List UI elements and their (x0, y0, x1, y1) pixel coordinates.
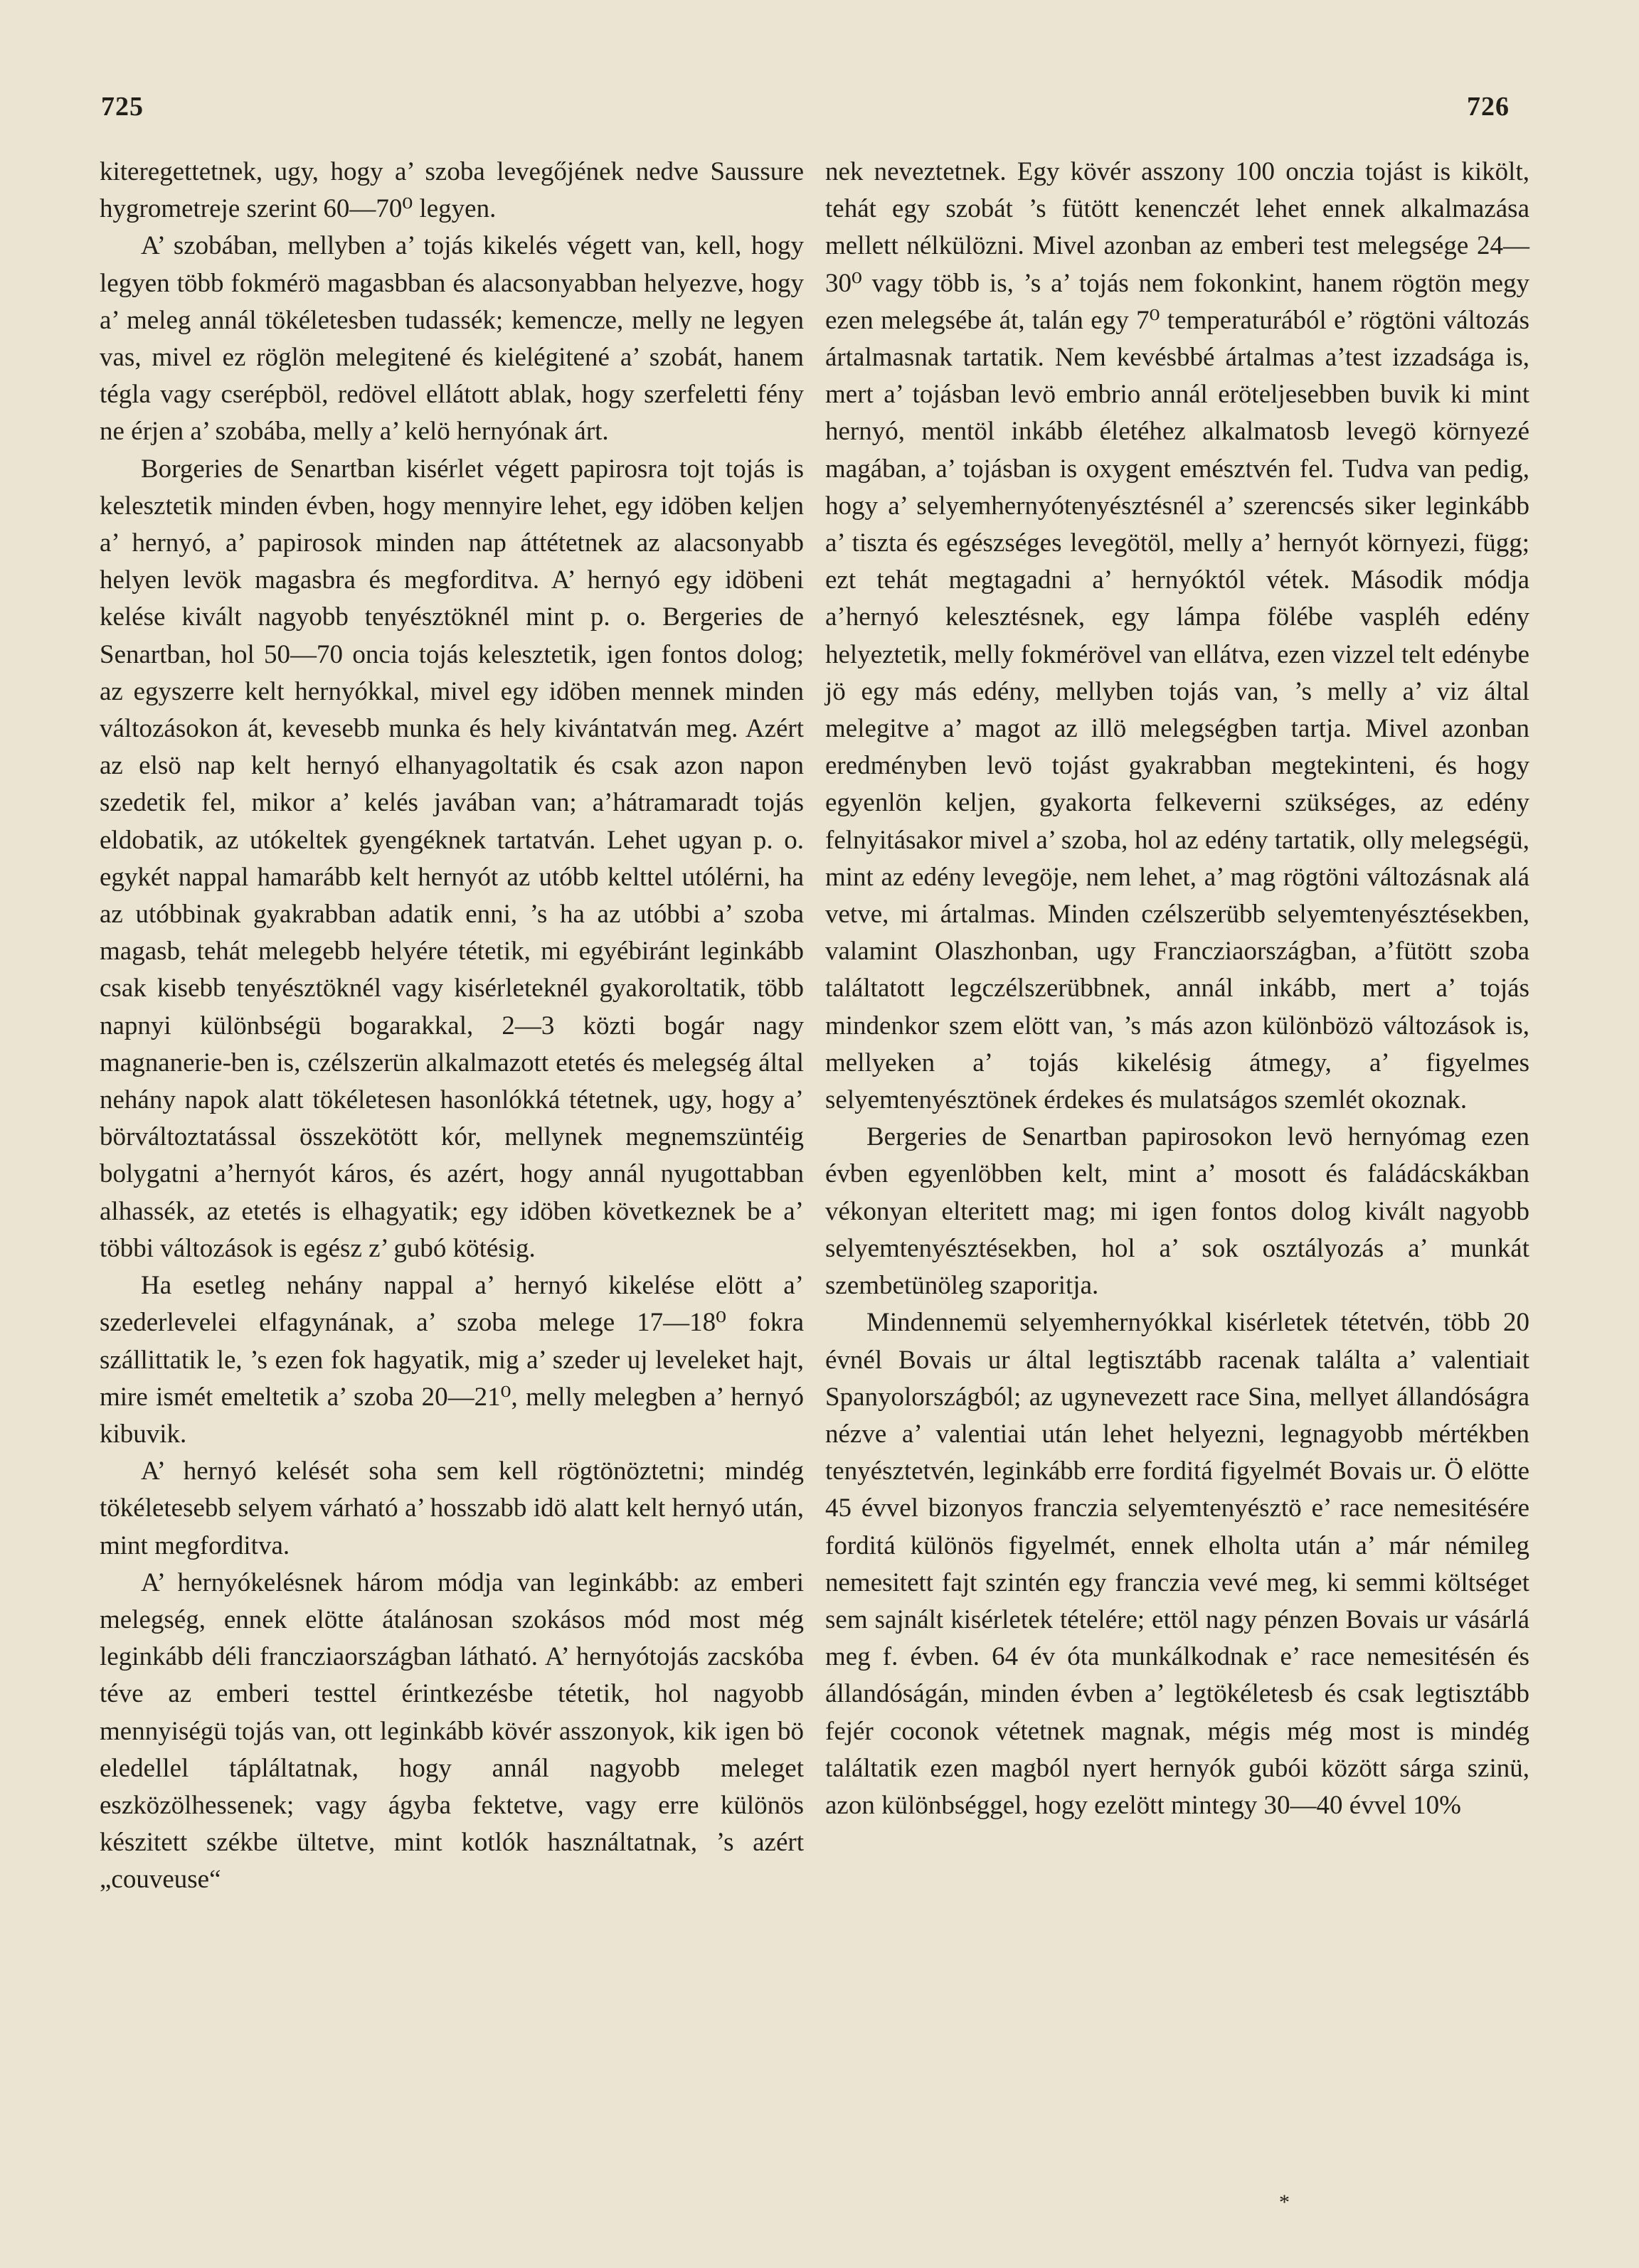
paragraph: A’ hernyókelésnek három módja van leginkább: az emberi melegség, ennek elötte átalánosan szokásos mód most még leginkább déli francziaországban látható. A’ hernyótojás zacskóba téve az emberi testtel érintkezésbe tétetik, hol nagyobb mennyiségü tojás van, ott leginkább kövér asszonyok, kik igen bö eledellel tápláltatnak, hogy annál nagyobb meleget eszközölhessenek; vagy ágyba fektetve, vagy erre különös készitett székbe ültetve, mint kotlók használtatnak, ’s azért „couveuse“ (100, 1567, 804, 1895)
paragraph: Ha esetleg nehány nappal a’ hernyó kikelése elött a’ szederlevelei elfagynának, a’ szoba melege 17—18⁰ fokra szállittatik le, ’s ezen fok hagyatik, mig a’ szeder uj leveleket hajt, mire ismét emeltetik a’ szoba 20—21⁰, melly melegben a’ hernyó kibuvik. (100, 1271, 804, 1449)
page-number-left: 725 (101, 92, 144, 122)
left-column (100, 154, 804, 1899)
paragraph: Bergeries de Senartban papirosokon levö hernyómag ezen évben egyenlöbben kelt, mint a’ mosott és faládácskákban vékonyan elteritett mag; mi igen fontos dolog kivált nagyobb selyemtenyésztésekben, hol a’ sok osztályozás a’ munkát szembetünöleg szaporitja. (825, 1122, 1529, 1301)
paragraph: A’ szobában, mellyben a’ tojás kikelés végett van, kell, hogy legyen több fokmérö magasbban és alacsonyabban helyezve, hogy a’ meleg annál tökéletesben tudassék; kemencze, melly ne legyen vas, mivel ez röglön melegitené és kielégitené a’ szobát, hanem tégla vagy cserépböl, redövel ellátott ablak, hogy szerfeletti fény ne érjen a’ szobába, melly a’ kelö hernyónak árt. (100, 231, 804, 447)
paragraph: A’ hernyó kelését soha sem kell rögtönöztetni; mindég tökéletesebb selyem várható a’ hosszabb idö alatt kelt hernyó után, mint megforditva. (100, 1457, 804, 1560)
paragraph: kiteregettetnek, ugy, hogy a’ szoba levegőjének nedve Saussure hygrometreje szerint 60—70⁰ legyen. (100, 157, 804, 224)
paragraph: nek neveztetnek. Egy kövér asszony 100 onczia tojást is kikölt, tehát egy szobát ’s fütött kenenczét lehet ennek alkalmazása mellett nélkülözni. Mivel azonban az emberi test melegsége 24—30⁰ vagy több is, ’s a’ tojás nem fokonkint, hanem rögtön megy ezen melegsébe át, talán egy 7⁰ temperaturából e’ rögtöni változás ártalmasnak tartatik. Nem kevésbbé ártalmas a’test izzadsága is, mert a’ tojásban levö embrio annál eröteljesebben buvik ki mint hernyó, mentöl inkább életéhez alkalmatosb levegö környezé magában, a’ tojásban is oxygent emésztvén fel. Tudva van pedig, hogy a’ selyemhernyótenyésztésnél a’ szerencsés siker leginkább a’ tiszta és egészséges levegötöl, melly a’ hernyót környezi, függ; ezt tehát megtagadni a’ hernyóktól vétek. Második módja a’hernyó kelesztésnek, egy lámpa fölébe vaspléh edény helyeztetik, melly fokmérövel van ellátva, ezen vizzel telt edénybe jö egy más edény, mellyben tojás van, ’s melly a’ viz által melegitve a’ magot az illö melegségben tartja. Mivel azonban eredményben levö tojást gyakrabban megtekinteni, és hogy egyenlön keljen, gyakorta felkeverni szükséges, az edény felnyitásakor mivel a’ szoba, hol az edény tartatik, olly melegségü, mint az edény levegöje, nem lehet, a’ mag rögtöni változásnak alá vetve, mi ártalmas. Minden czélszerübb selyemtenyésztésekben, valamint Olaszhonban, ugy Francziaországban, a’fütött szoba találtatott legczélszerübbnek, annál inkább, mert a’ tojás mindenkor szem elött van, ’s más azon különbözö változások is, mellyeken a’ tojás kikelésig átmegy, a’ figyelmes selyemtenyésztönek érdekes és mulatságos szemlét okoznak. (825, 157, 1529, 1115)
right-column (825, 154, 1529, 1824)
page-number-right: 726 (1467, 92, 1510, 122)
footer-asterisk: * (1279, 2190, 1290, 2214)
paragraph: Mindennemü selyemhernyókkal kisérletek tétetvén, több 20 évnél Bovais ur által legtisztább racenak találta a’ valentiait Spanyolországból; az ugynevezett race Sina, mellyet állandóságra nézve a’ valentiai után lehet helyezni, legnagyobb mértékben tenyésztetvén, leginkább erre forditá figyelmét Bovais ur. Ö elötte 45 évvel bizonyos franczia selyemtenyésztö e’ race nemesitésére forditá különös figyelmét, ennek elholta után a’ már némileg nemesitett fajt szintén egy franczia vevé meg, ki semmi költséget sem sajnált kisérletek tételére; ettöl nagy pénzen Bovais ur vásárlá meg f. évben. 64 év óta munkálkodnak e’ race nemesitésén és állandóságán, minden évben a’ legtökéletesb és csak legtisztább fejér coconok vétetnek magnak, mégis még most is mindég találtatik ezen magból nyert hernyók gubói között sárga szinü, azon különbséggel, hogy ezelött mintegy 30—40 évvel 10% (825, 1308, 1529, 1820)
paragraph: Borgeries de Senartban kisérlet végett papirosra tojt tojás is kelesztetik minden évben, hogy mennyire lehet, egy idöben keljen a’ hernyó, a’ papirosok minden nap áttétetnek az alacsonyabb helyen levök magasbra és megforditva. A’ hernyó egy idöbeni kelése kivált nagyobb tenyésztöknél mint p. o. Bergeries de Senartban, hol 50—70 oncia tojás kelesztetik, igen fontos dolog; az egyszerre kelt hernyókkal, mivel egy idöben mennek minden változásokon át, kevesebb munka és hely kivántatván meg. Azért az elsö nap kelt hernyó elhanyagoltatik és csak azon napon szedetik fel, mikor a’ kelés javában van; a’hátramaradt tojás eldobatik, az utókeltek gyengéknek tartatván. Lehet ugyan p. o. egykét nappal hamarább kelt hernyót az utóbb kelttel utólérni, ha az utóbbinak gyakrabban adatik enni, ’s ha az utóbbi a’ szoba magasb, tehát melegebb helyére tétetik, mi egyébiránt leginkább csak kisebb tenyésztöknél vagy kisérleteknél gyakoroltatik, több napnyi különbségü bogarakkal, 2—3 közti bogár nagy magnanerie-ben is, czélszerün alkalmazott etetés és melegség által nehány napok alatt tökéletesen hasonlókká tétetnek, ugy, hogy a’ börváltoztatással összekötött kór, mellynek megnemszüntéig bolygatni a’hernyót káros, és azért, hogy annál nyugottabban alhassék, az etetés is elhagyatik; egy idöben következnek be a’ többi változások is egész z’ gubó kötésig. (100, 454, 804, 1263)
